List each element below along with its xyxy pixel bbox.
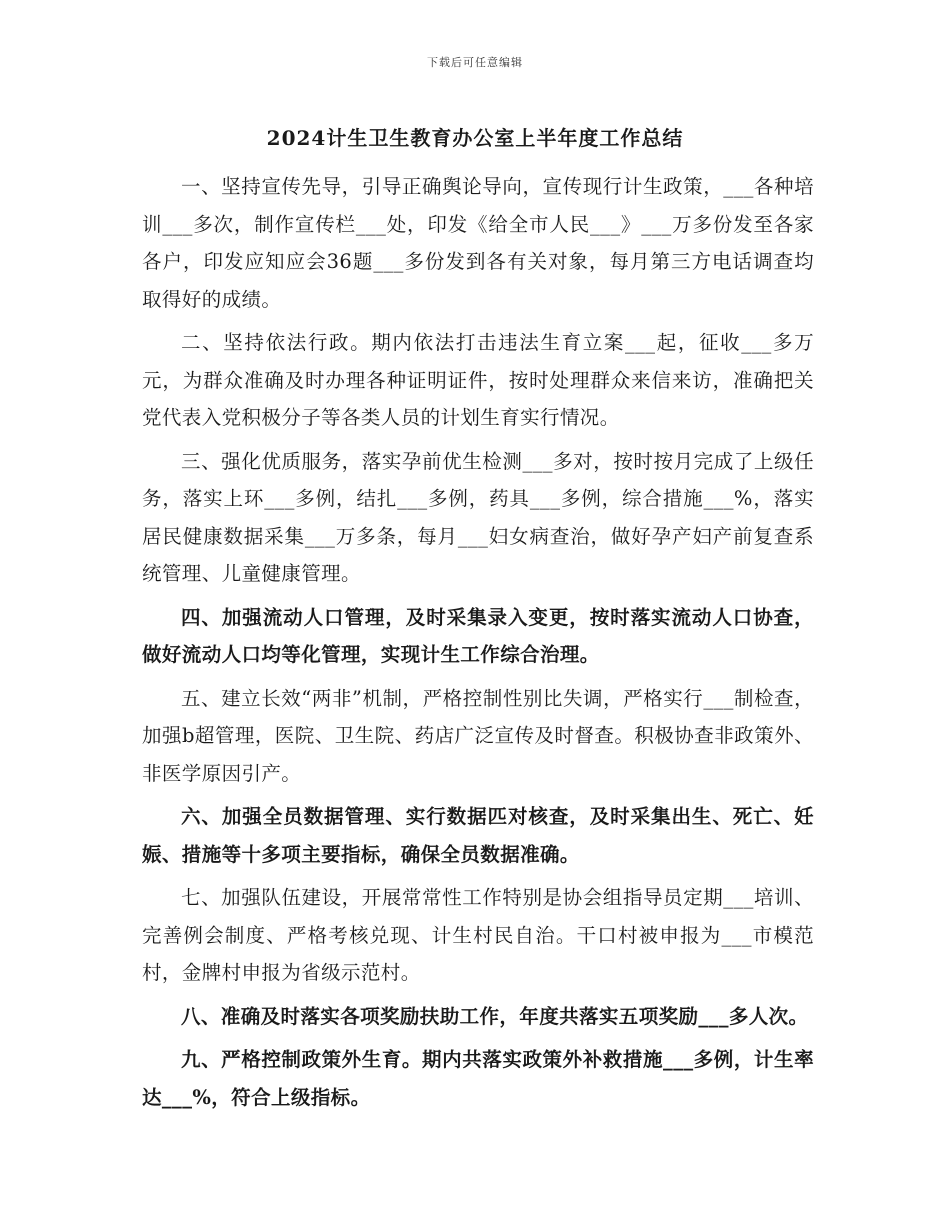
header-note: 下载后可任意编辑: [427, 56, 523, 69]
paragraph-1: 一、坚持宣传先导，引导正确舆论导向，宣传现行计生政策，___各种培训___多次，制作宣传栏___处，印发《给全市人民___》___万多份发至各家各户，印发应知应会36题___多份发到各有关对象，每月第三方电话调查均取得好的成绩。: [142, 175, 814, 311]
paragraph-8: 八、准确及时落实各项奖励扶助工作，年度共落实五项奖励___多人次。: [181, 1004, 809, 1028]
document-body: [142, 168, 814, 1122]
paragraph-7: 七、加强队伍建设，开展常常性工作特别是协会组指导员定期___培训、完善例会制度、严格考核兑现、计生村民自治。干口村被申报为___市模范村，金牌村申报为省级示范村。: [142, 886, 814, 984]
paragraph-6: 六、加强全员数据管理、实行数据匹对核查，及时采集出生、死亡、妊娠、措施等十多项主要指标，确保全员数据准确。: [142, 805, 814, 866]
paragraph-4: 四、加强流动人口管理，及时采集录入变更，按时落实流动人口协查，做好流动人口均等化管理，实现计生工作综合治理。: [142, 605, 814, 666]
paragraph-3: 三、强化优质服务，落实孕前优生检测___多对，按时按月完成了上级任务，落实上环___多例，结扎___多例，药具___多例，综合措施___%，落实居民健康数据采集___万多条，每月___妇女病查治，做好孕产妇产前复查系统管理、儿童健康管理。: [142, 449, 814, 585]
paragraph-9: 九、严格控制政策外生育。期内共落实政策外补救措施___多例，计生率达___%，符合上级指标。: [142, 1048, 814, 1109]
document-title: 2024计生卫生教育办公室上半年度工作总结: [266, 126, 684, 150]
paragraph-5: 五、建立长效“两非”机制，严格控制性别比失调，严格实行___制检查，加强b超管理，医院、卫生院、药店广泛宣传及时督查。积极协查非政策外、非医学原因引产。: [142, 686, 814, 785]
paragraph-2: 二、坚持依法行政。期内依法打击违法生育立案___起，征收___多万元，为群众准确及时办理各种证明证件，按时处理群众来信来访，准确把关党代表入党积极分子等各类人员的计划生育实行情况。: [142, 331, 814, 429]
